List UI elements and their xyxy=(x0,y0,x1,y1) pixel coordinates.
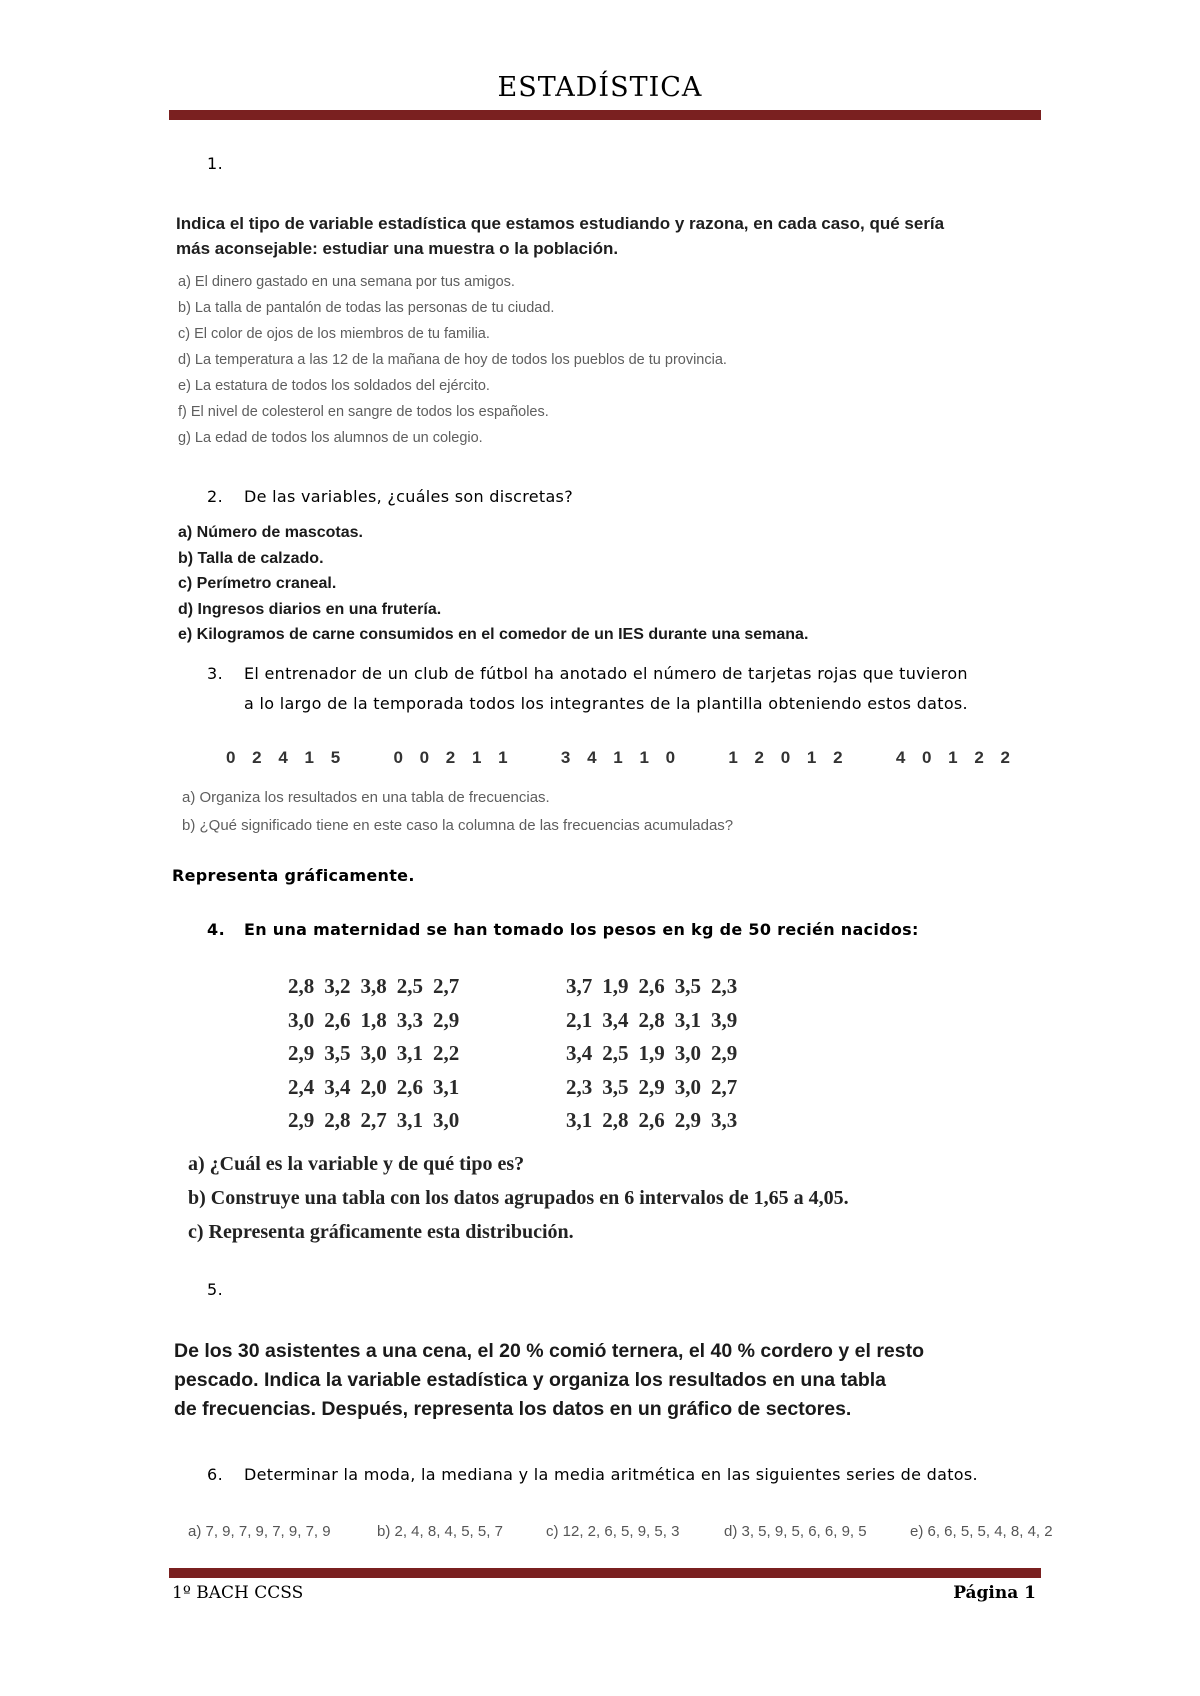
q1-item-list xyxy=(178,269,727,451)
table-row xyxy=(566,970,747,1004)
data-cell: 2,9 xyxy=(288,1108,315,1133)
q4-data-table-right xyxy=(566,970,747,1138)
data-cell: 3,4 xyxy=(566,1041,593,1066)
q5-text-line: de frecuencias. Después, representa los datos en un gráfico de sectores. xyxy=(174,1398,852,1420)
q5-number: 5. xyxy=(207,1280,224,1299)
table-row xyxy=(566,1004,747,1038)
q3-extra-instruction: Representa gráficamente. xyxy=(172,866,415,885)
q1-prompt-line2: más aconsejable: estudiar una muestra o la población. xyxy=(176,239,619,258)
q3-data-group: 3 4 1 1 0 xyxy=(560,748,682,767)
q3-data-group: 1 2 0 1 2 xyxy=(728,748,849,767)
table-row xyxy=(288,970,469,1004)
data-cell: 2,8 xyxy=(288,974,315,999)
data-cell: 1,8 xyxy=(360,1007,387,1032)
table-row xyxy=(566,1071,747,1105)
q4-item: c) Representa gráficamente esta distribución. xyxy=(188,1221,574,1243)
data-cell: 3,1 xyxy=(674,1007,701,1032)
q4-data-table-left xyxy=(288,970,469,1138)
q2-item: d) Ingresos diarios en una frutería. xyxy=(178,600,442,618)
table-row xyxy=(288,1104,469,1138)
data-cell: 2,3 xyxy=(711,974,738,999)
table-row xyxy=(288,1004,469,1038)
q4-item: a) ¿Cuál es la variable y de qué tipo es? xyxy=(188,1153,525,1175)
q3-data-row xyxy=(226,748,1016,768)
q3-item: a) Organiza los resultados en una tabla de frecuencias. xyxy=(182,789,550,806)
data-cell: 3,1 xyxy=(396,1108,423,1133)
data-cell: 2,3 xyxy=(566,1074,593,1099)
data-cell: 2,9 xyxy=(674,1108,701,1133)
data-cell: 3,4 xyxy=(602,1007,629,1032)
data-cell: 2,6 xyxy=(638,974,665,999)
q4-prompt: En una maternidad se han tomado los pesos en kg de 50 recién nacidos: xyxy=(244,920,919,939)
data-cell: 2,8 xyxy=(638,1007,665,1032)
q6-series-b: b) 2, 4, 8, 4, 5, 5, 7 xyxy=(377,1523,503,1540)
q2-item: e) Kilogramos de carne consumidos en el comedor de un IES durante una semana. xyxy=(178,626,809,643)
data-cell: 2,7 xyxy=(433,974,460,999)
data-cell: 2,7 xyxy=(711,1074,738,1099)
data-cell: 2,2 xyxy=(433,1041,460,1066)
q6-series-c: c) 12, 2, 6, 5, 9, 5, 3 xyxy=(546,1523,680,1540)
data-cell: 2,6 xyxy=(324,1007,351,1032)
table-row xyxy=(288,1037,469,1071)
data-cell: 3,3 xyxy=(396,1007,423,1032)
data-cell: 3,7 xyxy=(566,974,593,999)
q2-item-list xyxy=(178,520,808,648)
q5-text-line: pescado. Indica la variable estadística y organiza los resultados en una tabla xyxy=(174,1369,887,1391)
page-title: ESTADÍSTICA xyxy=(497,72,703,103)
q1-item: c) El color de ojos de los miembros de tu familia. xyxy=(178,326,490,342)
footer-course: 1º BACH CCSS xyxy=(172,1583,304,1603)
footer-rule xyxy=(169,1568,1041,1578)
data-cell: 2,8 xyxy=(324,1108,351,1133)
q3-item-list xyxy=(182,784,733,840)
q3-data-group: 0 2 4 1 5 xyxy=(226,748,347,767)
data-cell: 3,5 xyxy=(674,974,701,999)
table-row xyxy=(566,1104,747,1138)
table-row xyxy=(288,1071,469,1105)
data-cell: 2,9 xyxy=(638,1074,665,1099)
q2-item: a) Número de mascotas. xyxy=(178,524,363,541)
q2-prompt: De las variables, ¿cuáles son discretas? xyxy=(244,487,573,506)
q1-item: f) El nivel de colesterol en sangre de todos los españoles. xyxy=(178,404,549,420)
data-cell: 3,3 xyxy=(711,1108,738,1133)
q1-prompt-line1: Indica el tipo de variable estadística que estamos estudiando y razona, en cada caso, qué sería xyxy=(176,214,945,233)
q4-item: b) Construye una tabla con los datos agrupados en 6 intervalos de 1,65 a 4,05. xyxy=(188,1187,849,1209)
data-cell: 3,4 xyxy=(324,1074,351,1099)
data-cell: 3,5 xyxy=(324,1041,351,1066)
data-cell: 3,1 xyxy=(433,1074,460,1099)
data-cell: 2,6 xyxy=(638,1108,665,1133)
data-cell: 3,1 xyxy=(396,1041,423,1066)
q6-series-d: d) 3, 5, 9, 5, 6, 6, 9, 5 xyxy=(724,1523,867,1540)
data-cell: 3,0 xyxy=(674,1041,701,1066)
q5-text-line: De los 30 asistentes a una cena, el 20 % comió ternera, el 40 % cordero y el resto xyxy=(174,1340,925,1362)
data-cell: 1,9 xyxy=(638,1041,665,1066)
q2-item: c) Perímetro craneal. xyxy=(178,575,337,592)
data-cell: 3,0 xyxy=(288,1007,315,1032)
data-cell: 2,4 xyxy=(288,1074,315,1099)
q3-prompt-line2: a lo largo de la temporada todos los integrantes de la plantilla obteniendo estos datos. xyxy=(244,694,968,713)
q3-data-group: 0 0 2 1 1 xyxy=(393,748,514,767)
data-cell: 3,2 xyxy=(324,974,351,999)
q2-number: 2. xyxy=(207,487,224,506)
q4-number: 4. xyxy=(207,920,226,939)
data-cell: 2,9 xyxy=(711,1041,738,1066)
q5-text xyxy=(174,1337,924,1424)
data-cell: 2,1 xyxy=(566,1007,593,1032)
data-cell: 3,0 xyxy=(360,1041,387,1066)
data-cell: 2,9 xyxy=(288,1041,315,1066)
data-cell: 3,1 xyxy=(566,1108,593,1133)
q1-item: g) La edad de todos los alumnos de un colegio. xyxy=(178,430,483,446)
q6-series-e: e) 6, 6, 5, 5, 4, 8, 4, 2 xyxy=(910,1523,1053,1540)
q2-item: b) Talla de calzado. xyxy=(178,549,324,567)
data-cell: 3,8 xyxy=(360,974,387,999)
q1-number: 1. xyxy=(207,154,224,173)
q1-item: a) El dinero gastado en una semana por tus amigos. xyxy=(178,274,515,290)
data-cell: 2,7 xyxy=(360,1108,387,1133)
q6-prompt: Determinar la moda, la mediana y la media aritmética en las siguientes series de datos. xyxy=(244,1465,978,1484)
data-cell: 3,9 xyxy=(711,1007,738,1032)
data-cell: 2,9 xyxy=(433,1007,460,1032)
q3-number: 3. xyxy=(207,664,224,683)
q6-series-a: a) 7, 9, 7, 9, 7, 9, 7, 9 xyxy=(188,1523,331,1540)
data-cell: 2,5 xyxy=(396,974,423,999)
data-cell: 1,9 xyxy=(602,974,629,999)
q1-item: d) La temperatura a las 12 de la mañana de hoy de todos los pueblos de tu provincia. xyxy=(178,352,727,368)
data-cell: 2,8 xyxy=(602,1108,629,1133)
q3-item: b) ¿Qué significado tiene en este caso la columna de las frecuencias acumuladas? xyxy=(182,817,734,834)
data-cell: 2,5 xyxy=(602,1041,629,1066)
data-cell: 2,6 xyxy=(396,1074,423,1099)
data-cell: 3,0 xyxy=(433,1108,460,1133)
q1-item: e) La estatura de todos los soldados del ejército. xyxy=(178,378,490,394)
q4-item-list xyxy=(188,1147,849,1249)
q1-item: b) La talla de pantalón de todas las personas de tu ciudad. xyxy=(178,300,555,316)
q3-data-group: 4 0 1 2 2 xyxy=(895,748,1016,767)
data-cell: 3,0 xyxy=(674,1074,701,1099)
footer-page-number: Página 1 xyxy=(953,1583,1036,1603)
header-rule xyxy=(169,110,1041,120)
q6-number: 6. xyxy=(207,1465,224,1484)
data-cell: 3,5 xyxy=(602,1074,629,1099)
q3-prompt-line1: El entrenador de un club de fútbol ha anotado el número de tarjetas rojas que tuvieron xyxy=(244,664,968,683)
table-row xyxy=(566,1037,747,1071)
data-cell: 2,0 xyxy=(360,1074,387,1099)
